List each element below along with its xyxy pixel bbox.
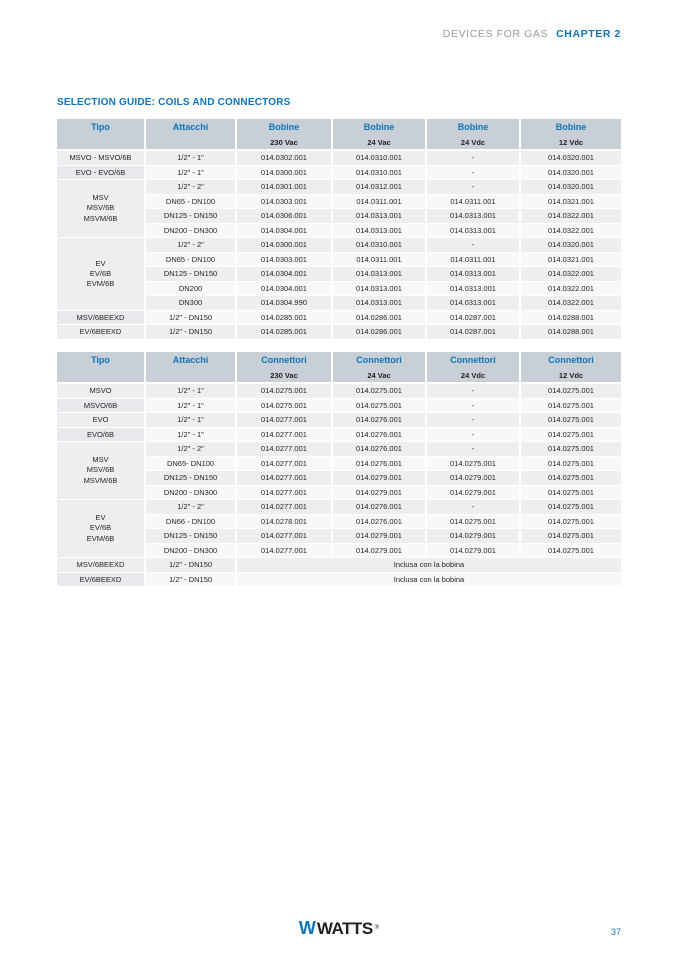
- column-header: Connettori: [236, 352, 332, 368]
- table-cell: 014.0285.001: [236, 325, 332, 340]
- table-cell: 014.0277.001: [236, 471, 332, 486]
- table-cell: 1/2" - DN150: [145, 325, 236, 340]
- table-cell: DN125 - DN150: [145, 471, 236, 486]
- connectors-table-head: [57, 352, 621, 383]
- table-row: [57, 572, 621, 587]
- header-chapter-label: CHAPTER 2: [556, 28, 621, 40]
- table-cell: 1/2" - 2": [145, 500, 236, 515]
- table-cell: 014.0301.001: [236, 180, 332, 195]
- table-cell: 014.0320.001: [520, 180, 621, 195]
- table-cell: 014.0288.001: [520, 325, 621, 340]
- table-cell: 014.0276.001: [332, 427, 426, 442]
- column-header: Attacchi: [145, 119, 236, 135]
- table-row: [57, 150, 621, 165]
- table-row: [57, 558, 621, 573]
- table-cell: DN200 - DN300: [145, 543, 236, 558]
- table-cell: 014.0277.001: [236, 485, 332, 500]
- table-cell: 1/2" - DN150: [145, 572, 236, 587]
- connectors-table-body: [57, 383, 621, 587]
- column-subheader: 24 Vac: [332, 368, 426, 383]
- table-cell: DN65 - DN100: [145, 252, 236, 267]
- table-cell: 014.0275.001: [236, 383, 332, 398]
- table-row: [57, 325, 621, 340]
- table-cell: 014.0320.001: [520, 165, 621, 180]
- column-subheader: 24 Vdc: [426, 135, 520, 150]
- table-row: [57, 180, 621, 195]
- table-cell: 014.0275.001: [520, 442, 621, 457]
- table-cell: -: [426, 413, 520, 428]
- column-subheader: [57, 135, 145, 150]
- table-cell: 014.0313.001: [332, 281, 426, 296]
- table-cell: 014.0310.001: [332, 238, 426, 253]
- table-cell: 1/2" - 2": [145, 442, 236, 457]
- page-title: SELECTION GUIDE: COILS AND CONNECTORS: [57, 97, 291, 108]
- table-cell: -: [426, 150, 520, 165]
- table-cell: 1/2" - 1": [145, 427, 236, 442]
- table-cell: 1/2" - 2": [145, 180, 236, 195]
- table-cell: 014.0320.001: [520, 150, 621, 165]
- column-subheader: [145, 368, 236, 383]
- table-cell: 014.0275.001: [520, 529, 621, 544]
- table-cell: 014.0313.001: [332, 209, 426, 224]
- table-cell: 014.0311.001: [332, 194, 426, 209]
- table-cell: 014.0279.001: [426, 543, 520, 558]
- table-cell: 014.0277.001: [236, 442, 332, 457]
- table-cell: -: [426, 442, 520, 457]
- row-type-label: EVO/6B: [57, 427, 145, 442]
- column-subheader: [145, 135, 236, 150]
- coils-table-container: [57, 119, 621, 340]
- table-cell: 014.0310.001: [332, 150, 426, 165]
- coils-table-head: [57, 119, 621, 150]
- table-cell: -: [426, 427, 520, 442]
- table-row: [57, 165, 621, 180]
- table-cell: 014.0277.001: [236, 427, 332, 442]
- table-cell: DN200 - DN300: [145, 485, 236, 500]
- table-cell: -: [426, 165, 520, 180]
- table-cell-merged: Inclusa con la bobina: [236, 558, 621, 573]
- table-cell: 014.0312.001: [332, 180, 426, 195]
- watts-logo: [299, 919, 379, 937]
- table-cell: 014.0277.001: [236, 543, 332, 558]
- connectors-table-container: [57, 352, 621, 587]
- coils-table: [57, 119, 621, 340]
- column-subheader: 24 Vac: [332, 135, 426, 150]
- table-cell: 1/2" - 1": [145, 383, 236, 398]
- row-group-label: EV EV/6B EVM/6B: [57, 238, 145, 311]
- row-type-label: MSV/6BEEXD: [57, 558, 145, 573]
- row-type-label: MSV/6BEEXD: [57, 310, 145, 325]
- table-cell: 014.0279.001: [426, 485, 520, 500]
- table-row: [57, 413, 621, 428]
- table-cell: DN125 - DN150: [145, 529, 236, 544]
- table-cell: 014.0322.001: [520, 223, 621, 238]
- table-cell: 014.0300.001: [236, 165, 332, 180]
- column-header: Bobine: [236, 119, 332, 135]
- table-cell: 014.0304.001: [236, 223, 332, 238]
- table-cell: 014.0275.001: [332, 398, 426, 413]
- table-row: [57, 238, 621, 253]
- table-cell: 014.0313.001: [426, 281, 520, 296]
- connectors-table: [57, 352, 621, 587]
- table-cell: 014.0287.001: [426, 310, 520, 325]
- table-cell: 014.0277.001: [236, 413, 332, 428]
- table-row: [57, 398, 621, 413]
- table-cell: 014.0313.001: [332, 267, 426, 282]
- table-cell: DN125 - DN150: [145, 267, 236, 282]
- row-type-label: EV/6BEEXD: [57, 325, 145, 340]
- table-cell: 014.0287.001: [426, 325, 520, 340]
- table-cell: 014.0302.001: [236, 150, 332, 165]
- table-cell: 014.0276.001: [332, 413, 426, 428]
- table-cell: 014.0279.001: [332, 529, 426, 544]
- table-cell: 014.0304.990: [236, 296, 332, 311]
- column-header: Connettori: [332, 352, 426, 368]
- table-cell: 014.0275.001: [426, 456, 520, 471]
- row-group-label: EV EV/6B EVM/6B: [57, 500, 145, 558]
- column-header: Tipo: [57, 352, 145, 368]
- row-type-label: MSVO: [57, 383, 145, 398]
- table-cell: 014.0278.001: [236, 514, 332, 529]
- table-cell: 014.0275.001: [520, 383, 621, 398]
- table-row: [57, 310, 621, 325]
- table-cell: DN300: [145, 296, 236, 311]
- header-section-label: DEVICES FOR GAS: [442, 28, 549, 40]
- table-cell: 1/2" - DN150: [145, 310, 236, 325]
- table-cell: 014.0286.001: [332, 325, 426, 340]
- row-group-label: MSV MSV/6B MSVM/6B: [57, 442, 145, 500]
- table-subheader-row: [57, 135, 621, 150]
- column-header: Tipo: [57, 119, 145, 135]
- table-cell: 1/2" - DN150: [145, 558, 236, 573]
- table-cell: 014.0300.001: [236, 238, 332, 253]
- table-cell-merged: Inclusa con la bobina: [236, 572, 621, 587]
- table-cell: 014.0275.001: [520, 471, 621, 486]
- table-row: [57, 500, 621, 515]
- table-cell: DN66 - DN100: [145, 514, 236, 529]
- column-subheader: 230 Vac: [236, 368, 332, 383]
- table-cell: 014.0321.001: [520, 252, 621, 267]
- table-cell: 1/2" - 1": [145, 150, 236, 165]
- column-subheader: 12 Vdc: [520, 135, 621, 150]
- table-cell: 014.0275.001: [520, 427, 621, 442]
- table-cell: 014.0275.001: [520, 514, 621, 529]
- table-subheader-row: [57, 368, 621, 383]
- watts-logo-text: WATTS: [316, 918, 373, 938]
- column-header: Bobine: [520, 119, 621, 135]
- table-cell: DN65 - DN100: [145, 194, 236, 209]
- table-cell: 014.0275.001: [520, 398, 621, 413]
- table-row: [57, 442, 621, 457]
- table-cell: 014.0276.001: [332, 456, 426, 471]
- column-header: Connettori: [520, 352, 621, 368]
- table-cell: 014.0313.001: [426, 267, 520, 282]
- coils-table-body: [57, 150, 621, 339]
- table-cell: 014.0322.001: [520, 296, 621, 311]
- table-cell: 014.0275.001: [520, 485, 621, 500]
- table-cell: 014.0322.001: [520, 281, 621, 296]
- table-cell: 014.0279.001: [332, 471, 426, 486]
- column-header: Attacchi: [145, 352, 236, 368]
- table-cell: 014.0313.001: [332, 223, 426, 238]
- row-type-label: EV/6BEEXD: [57, 572, 145, 587]
- registered-trademark-icon: ®: [374, 925, 380, 931]
- row-type-label: EVO: [57, 413, 145, 428]
- row-type-label: EVO - EVO/6B: [57, 165, 145, 180]
- table-cell: 014.0321.001: [520, 194, 621, 209]
- page-header: [443, 28, 621, 40]
- table-cell: 014.0275.001: [520, 413, 621, 428]
- table-row: [57, 383, 621, 398]
- table-cell: -: [426, 398, 520, 413]
- table-cell: 014.0310.001: [332, 165, 426, 180]
- table-cell: 014.0279.001: [426, 529, 520, 544]
- column-subheader: 230 Vac: [236, 135, 332, 150]
- table-cell: 1/2" - 2": [145, 238, 236, 253]
- table-cell: DN200: [145, 281, 236, 296]
- table-cell: 014.0311.001: [332, 252, 426, 267]
- table-cell: 014.0277.001: [236, 529, 332, 544]
- column-header: Bobine: [426, 119, 520, 135]
- table-cell: -: [426, 180, 520, 195]
- table-cell: 014.0313.001: [426, 296, 520, 311]
- table-cell: 014.0275.001: [426, 514, 520, 529]
- table-cell: -: [426, 238, 520, 253]
- table-cell: 014.0288.001: [520, 310, 621, 325]
- table-cell: 014.0322.001: [520, 209, 621, 224]
- table-cell: 014.0320.001: [520, 238, 621, 253]
- table-cell: -: [426, 383, 520, 398]
- table-cell: 014.0279.001: [332, 543, 426, 558]
- table-cell: 014.0276.001: [332, 442, 426, 457]
- table-cell: 014.0276.001: [332, 500, 426, 515]
- table-cell: 014.0313.001: [426, 223, 520, 238]
- table-cell: 014.0304.001: [236, 281, 332, 296]
- table-cell: DN65- DN100: [145, 456, 236, 471]
- table-cell: 014.0275.001: [236, 398, 332, 413]
- table-cell: 014.0303.001: [236, 194, 332, 209]
- table-cell: 014.0275.001: [520, 543, 621, 558]
- table-cell: -: [426, 500, 520, 515]
- row-type-label: MSVO/6B: [57, 398, 145, 413]
- table-cell: 014.0322.001: [520, 267, 621, 282]
- row-type-label: MSVO - MSVO/6B: [57, 150, 145, 165]
- table-cell: 014.0279.001: [332, 485, 426, 500]
- table-cell: 014.0313.001: [426, 209, 520, 224]
- table-cell: 1/2" - 1": [145, 165, 236, 180]
- row-group-label: MSV MSV/6B MSVM/6B: [57, 180, 145, 238]
- table-cell: 1/2" - 1": [145, 413, 236, 428]
- table-header-row: [57, 119, 621, 135]
- table-cell: 014.0304.001: [236, 267, 332, 282]
- table-cell: 014.0275.001: [332, 383, 426, 398]
- table-cell: 1/2" - 1": [145, 398, 236, 413]
- table-cell: DN125 - DN150: [145, 209, 236, 224]
- table-cell: 014.0313.001: [332, 296, 426, 311]
- table-cell: 014.0279.001: [426, 471, 520, 486]
- column-header: Bobine: [332, 119, 426, 135]
- table-cell: 014.0277.001: [236, 456, 332, 471]
- table-cell: 014.0311.001: [426, 252, 520, 267]
- column-header: Connettori: [426, 352, 520, 368]
- table-cell: 014.0275.001: [520, 456, 621, 471]
- table-cell: 014.0286.001: [332, 310, 426, 325]
- column-subheader: [57, 368, 145, 383]
- table-cell: 014.0276.001: [332, 514, 426, 529]
- table-cell: 014.0275.001: [520, 500, 621, 515]
- column-subheader: 24 Vdc: [426, 368, 520, 383]
- table-header-row: [57, 352, 621, 368]
- table-cell: 014.0311.001: [426, 194, 520, 209]
- table-cell: 014.0303.001: [236, 252, 332, 267]
- table-cell: 014.0306.001: [236, 209, 332, 224]
- page-number: 37: [610, 927, 621, 937]
- table-row: [57, 427, 621, 442]
- watts-logo-mark: W: [298, 918, 315, 938]
- column-subheader: 12 Vdc: [520, 368, 621, 383]
- table-cell: 014.0285.001: [236, 310, 332, 325]
- table-cell: 014.0277.001: [236, 500, 332, 515]
- table-cell: DN200 - DN300: [145, 223, 236, 238]
